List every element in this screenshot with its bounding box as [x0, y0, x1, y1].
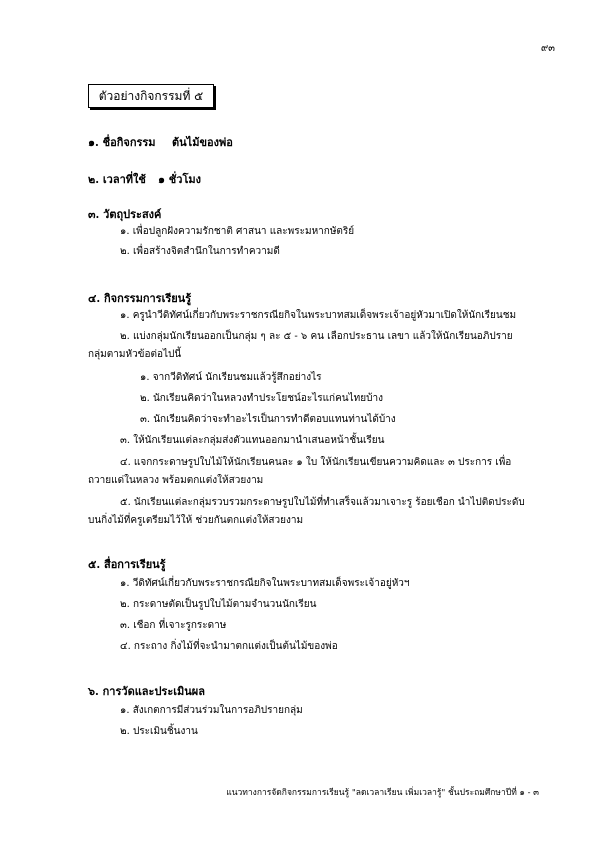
- activity-step-2-cont: กลุ่มตามหัวข้อต่อไปนี้: [88, 349, 182, 360]
- activity-step-1: ๑. ครูนำวีดิทัศน์เกี่ยวกับพระราชกรณียกิจในพระบาทสมเด็จพระเจ้าอยู่หัวมาเปิดให้นักเรียนชม: [120, 310, 517, 321]
- learning-activities-heading: ๔. กิจกรรมการเรียนรู้: [88, 292, 192, 305]
- objective-item: ๑. เพื่อปลูกฝังความรักชาติ ศาสนา และพระมหากษัตริย์: [120, 226, 355, 237]
- activity-name-label: ๑. ชื่อกิจกรรม: [88, 136, 156, 149]
- activity-step-5: ๕. นักเรียนแต่ละกลุ่มรวบรวมกระดาษรูปใบไม้ที่ทำเสร็จแล้วมาเจาะรู ร้อยเชือก นำไปติดประดับ: [120, 497, 525, 508]
- objectives-heading: ๓. วัตถุประสงค์: [88, 208, 162, 221]
- evaluation-heading: ๖. การวัดและประเมินผล: [88, 685, 205, 698]
- activity-name-value: ต้นไม้ของพ่อ: [172, 136, 233, 149]
- discussion-topic: ๓. นักเรียนคิดว่าจะทำอะไรเป็นการทำดีตอบแทนท่านได้บ้าง: [140, 414, 396, 425]
- activity-step-2: ๒. แบ่งกลุ่มนักเรียนออกเป็นกลุ่ม ๆ ละ ๕ - ๖ คน เลือกประธาน เลขา แล้วให้นักเรียนอภิปราย: [120, 331, 513, 342]
- page-number: ๙๓: [540, 43, 555, 54]
- evaluation-item: ๒. ประเมินชิ้นงาน: [120, 726, 198, 737]
- material-item: ๑. วีดิทัศน์เกี่ยวกับพระราชกรณียกิจในพระบาทสมเด็จพระเจ้าอยู่หัวฯ: [120, 578, 410, 589]
- material-item: ๔. กระถาง กิ่งไม้ที่จะนำมาตกแต่งเป็นต้นไม้ของพ่อ: [120, 641, 338, 652]
- objective-item: ๒. เพื่อสร้างจิตสำนึกในการทำความดี: [120, 246, 280, 257]
- activity-step-4: ๔. แจกกระดาษรูปใบไม้ให้นักเรียนคนละ ๑ ใบ ให้นักเรียนเขียนความคิดและ ๓ ประการ เพื่อ: [120, 457, 512, 468]
- learning-materials-heading: ๕. สื่อการเรียนรู้: [88, 558, 166, 571]
- discussion-topic: ๑. จากวีดิทัศน์ นักเรียนชมแล้วรู้สึกอย่างไร: [140, 372, 322, 383]
- material-item: ๓. เชือก ที่เจาะรูกระดาษ: [120, 620, 227, 631]
- time-used-label: ๒. เวลาที่ใช้: [88, 173, 146, 186]
- activity-step-3: ๓. ให้นักเรียนแต่ละกลุ่มส่งตัวแทนออกมานำเสนอหน้าชั้นเรียน: [120, 435, 385, 446]
- discussion-topic: ๒. นักเรียนคิดว่าในหลวงทำประโยชน์อะไรแก่คนไทยบ้าง: [140, 393, 383, 404]
- evaluation-item: ๑. สังเกตการมีส่วนร่วมในการอภิปรายกลุ่ม: [120, 705, 303, 716]
- page-footer: แนวทางการจัดกิจกรรมการเรียนรู้ "ลดเวลาเรียน เพิ่มเวลารู้" ชั้นประถมศึกษาปีที่ ๑ - ๓: [226, 788, 539, 798]
- activity-step-4-cont: ถวายแด่ในหลวง พร้อมตกแต่งให้สวยงาม: [88, 475, 264, 486]
- activity-step-5-cont: บนกิ่งไม้ที่ครูเตรียมไว้ให้ ช่วยกันตกแต่งให้สวยงาม: [88, 515, 304, 526]
- activity-title: ตัวอย่างกิจกรรมที่ ๕: [98, 89, 204, 103]
- material-item: ๒. กระดาษตัดเป็นรูปใบไม้ตามจำนวนนักเรียน: [120, 599, 317, 610]
- activity-title-box: [88, 84, 214, 108]
- time-used-value: ๑ ชั่วโมง: [158, 173, 201, 186]
